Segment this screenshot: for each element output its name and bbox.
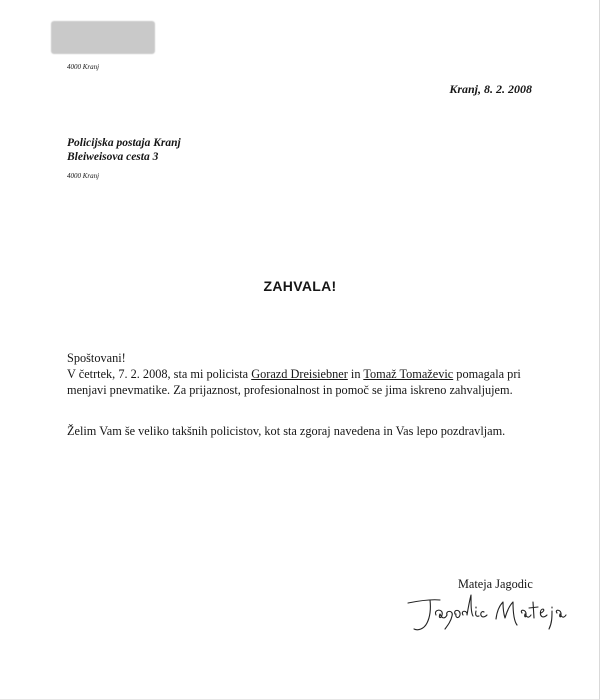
recipient-name: Policijska postaja Kranj [67,137,181,149]
recipient-address [67,136,181,164]
handwritten-signature [400,585,570,635]
recipient-city: 4000 Kranj [67,172,100,180]
line1-prefix: V četrtek, 7. 2. 2008, sta mi policista [67,367,252,381]
paragraph-closing: Želim Vam še veliko takšnih policistov, kot sta zgoraj navedena in Vas lepo pozdravljam. [67,424,506,438]
salutation: Spoštovani! [67,351,126,365]
paragraph-thanks-line1 [67,366,521,382]
officer-name-1: Gorazd Dreisiebner [251,367,348,381]
redacted-sender-block [51,21,155,54]
letter-heading: ZAHVALA! [263,278,337,294]
recipient-street: Bleiweisova cesta 3 [67,151,159,163]
letter-date: Kranj, 8. 2. 2008 [449,82,532,96]
sender-city: 4000 Kranj [67,63,100,71]
signer-name: Mateja Jagodic [458,577,533,591]
paragraph-thanks-line2: menjavi pnevmatike. Za prijaznost, profesionalnost in pomoč se jima iskreno zahvaljujem. [67,383,513,397]
line1-suffix: pomagala pri [453,367,521,381]
line1-conjunction: in [347,367,364,381]
paragraph-thanks [67,366,521,398]
officer-name-2: Tomaž Tomaževic [363,367,454,381]
